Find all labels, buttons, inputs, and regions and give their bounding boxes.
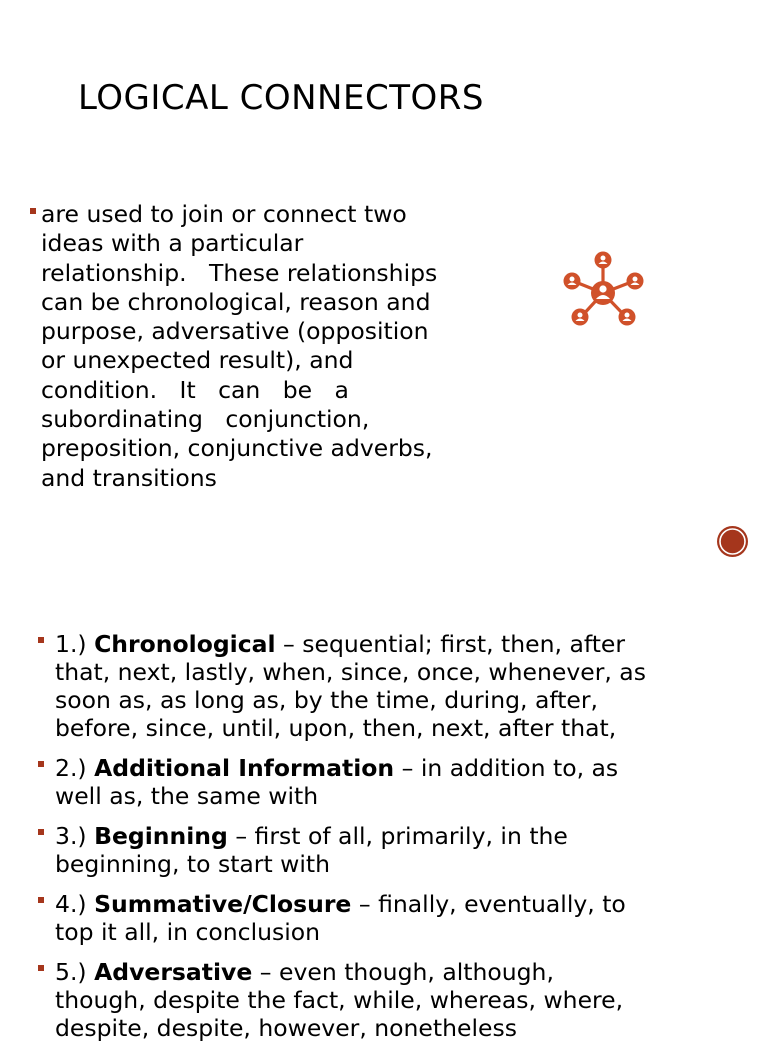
- list-item: [38, 958, 738, 1042]
- list-item-first-line: [55, 754, 618, 782]
- list-item-rest: – in addition to, as: [394, 754, 619, 782]
- intro-line: are used to join or connect two: [41, 200, 407, 228]
- intro-bullet: [30, 200, 510, 493]
- list-item-text: [55, 890, 626, 946]
- list-item: [38, 630, 738, 742]
- intro-line: condition. It can be a: [41, 375, 349, 404]
- bullet-square-icon: [38, 897, 44, 903]
- list-item-text: [55, 958, 623, 1042]
- list-item-rest: – sequential; first, then, after: [275, 630, 626, 658]
- page-title: LOGICAL CONNECTORS: [78, 78, 484, 118]
- list-item-first-line: [55, 890, 626, 918]
- list-item-number: 5.): [55, 958, 95, 986]
- intro-line: ideas with a particular: [41, 229, 304, 258]
- list-item-line: though, despite the fact, while, whereas, where,: [55, 986, 624, 1014]
- intro-paragraph: [30, 200, 510, 493]
- list-item-number: 3.): [55, 822, 95, 850]
- network-people-icon: [560, 248, 648, 330]
- list-item-line: soon as, as long as, by the time, during, after,: [55, 686, 599, 714]
- list-item-line: beginning, to start with: [55, 850, 331, 878]
- circle-button-icon[interactable]: [716, 525, 749, 558]
- list-item-line: well as, the same with: [55, 782, 319, 810]
- bullet-square-icon: [38, 761, 44, 767]
- bullet-square-icon: [38, 637, 44, 643]
- intro-line: preposition, conjunctive adverbs,: [41, 434, 433, 463]
- connector-list: [38, 630, 738, 1054]
- intro-line: relationship. These relationships: [41, 258, 438, 287]
- intro-line: and transitions: [41, 463, 217, 492]
- list-item-first-line: [55, 958, 623, 986]
- list-item-text: [55, 822, 568, 878]
- list-item-number: 4.): [55, 890, 95, 918]
- list-item-line: top it all, in conclusion: [55, 918, 321, 946]
- list-item-term: Beginning: [94, 822, 228, 850]
- list-item-term: Additional Information: [94, 754, 395, 782]
- intro-text: [41, 200, 437, 493]
- intro-line: purpose, adversative (opposition: [41, 317, 429, 346]
- list-item-rest: – first of all, primarily, in the: [227, 822, 568, 850]
- list-item-number: 1.): [55, 630, 95, 658]
- list-item-first-line: [55, 630, 646, 658]
- list-item: [38, 822, 738, 878]
- intro-line: subordinating conjunction,: [41, 405, 370, 434]
- list-item-term: Summative/Closure: [94, 890, 352, 918]
- list-item-first-line: [55, 822, 568, 850]
- bullet-square-icon: [38, 965, 44, 971]
- list-item-rest: – finally, eventually, to: [351, 890, 626, 918]
- list-item-term: Chronological: [94, 630, 276, 658]
- intro-line: can be chronological, reason and: [41, 287, 431, 316]
- list-item: [38, 754, 738, 810]
- list-item-line: before, since, until, upon, then, next, after that,: [55, 714, 617, 742]
- intro-line: or unexpected result), and: [41, 346, 354, 375]
- list-item-rest: – even though, although,: [252, 958, 554, 986]
- bullet-square-icon: [38, 829, 44, 835]
- list-item-term: Adversative: [94, 958, 253, 986]
- list-item-line: that, next, lastly, when, since, once, whenever, as: [55, 658, 646, 686]
- bullet-square-icon: [30, 208, 36, 214]
- list-item: [38, 890, 738, 946]
- list-item-text: [55, 754, 618, 810]
- list-item-line: despite, despite, however, nonetheless: [55, 1014, 517, 1042]
- list-item-text: [55, 630, 646, 742]
- list-item-number: 2.): [55, 754, 95, 782]
